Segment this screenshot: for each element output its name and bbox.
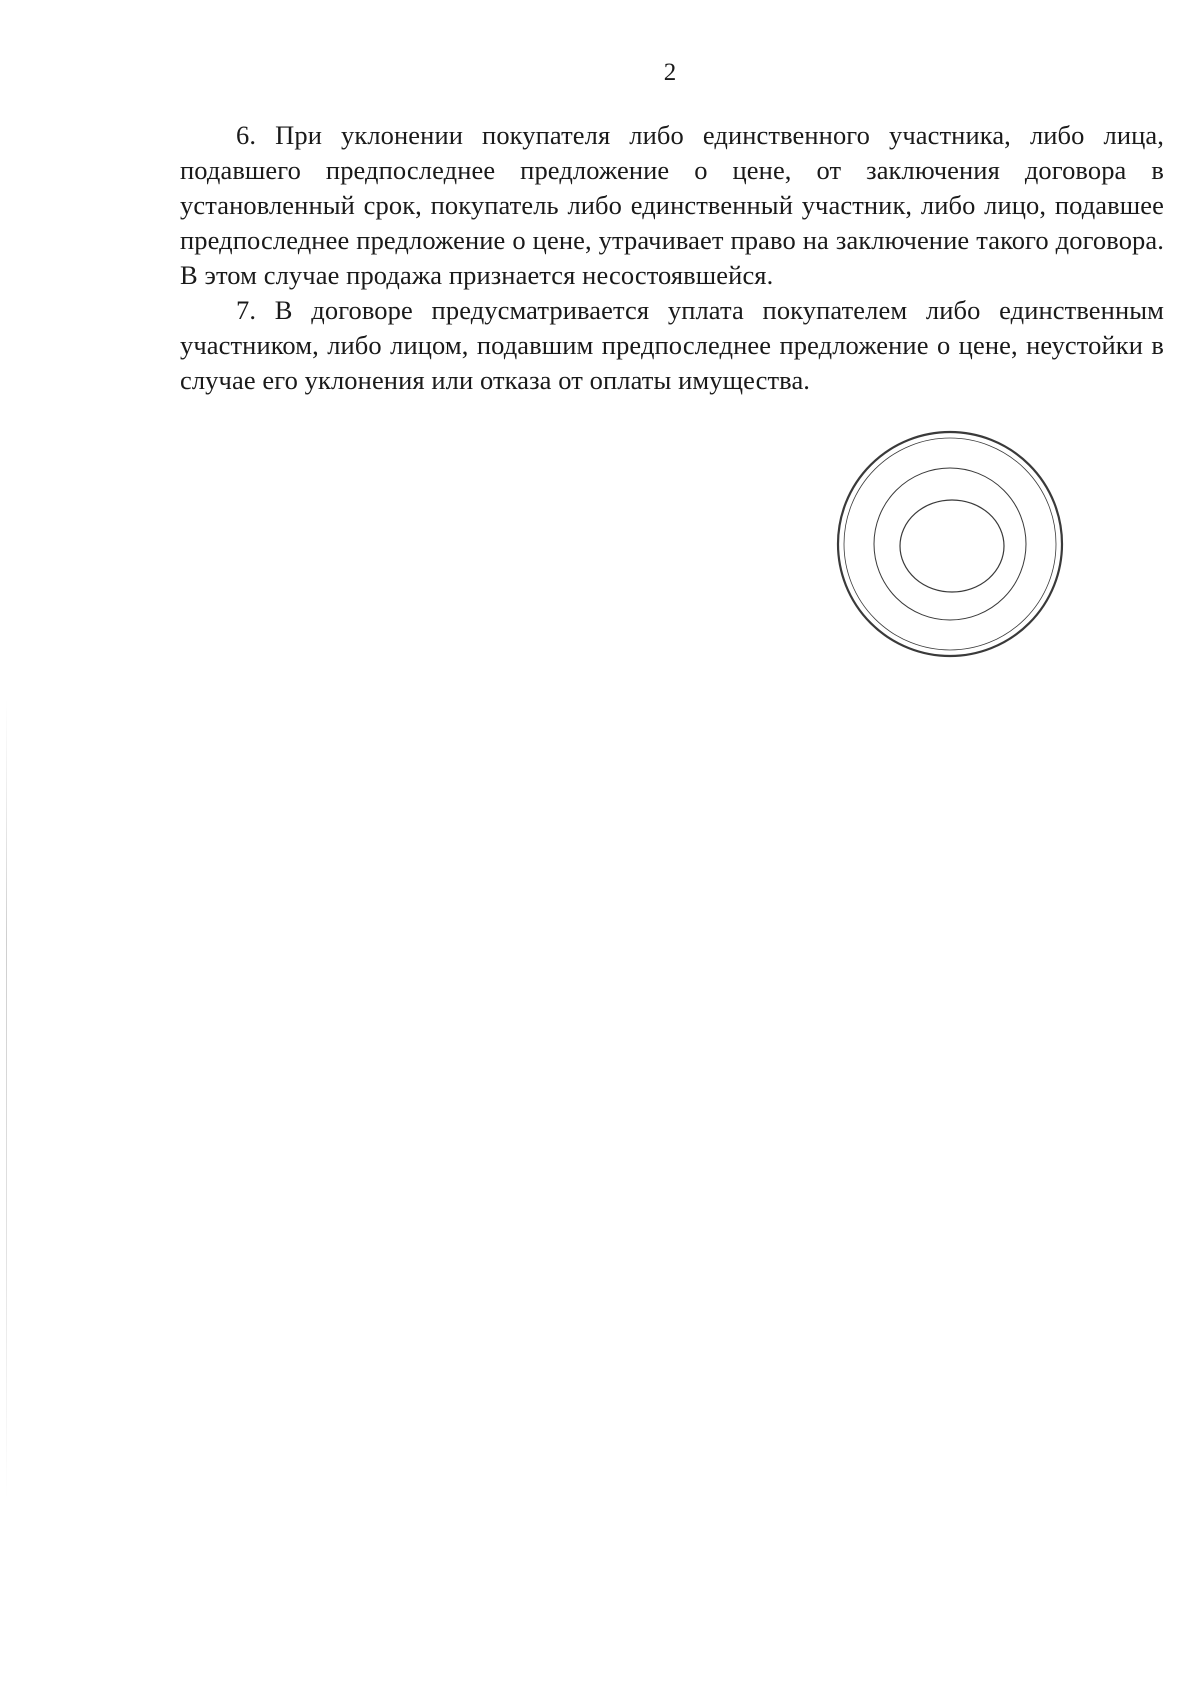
document-body: [180, 118, 1164, 398]
page-number: 2: [663, 59, 677, 86]
paragraph-7: 7. В договоре предусматривается уплата покупателем либо единственным участником, либо лицом, подавшим предпоследнее предложение о цене, неустойки в случае его уклонения или отказа от оплаты имущества.: [180, 295, 1164, 395]
official-seal-graphic: [834, 428, 1066, 660]
official-seal: [834, 428, 1066, 660]
paragraph-6: 6. При уклонении покупателя либо единственного участника, либо лица, подавшего предпоследнее предложение о цене, от заключения договора в установленный срок, покупатель либо единственный участник, либо лицо, подавшее предпоследнее предложение о цене, утрачивает право на заключение такого договора. В этом случае продажа признается несостоявшейся.: [180, 120, 1164, 290]
scan-edge-artifact: [6, 700, 7, 1500]
